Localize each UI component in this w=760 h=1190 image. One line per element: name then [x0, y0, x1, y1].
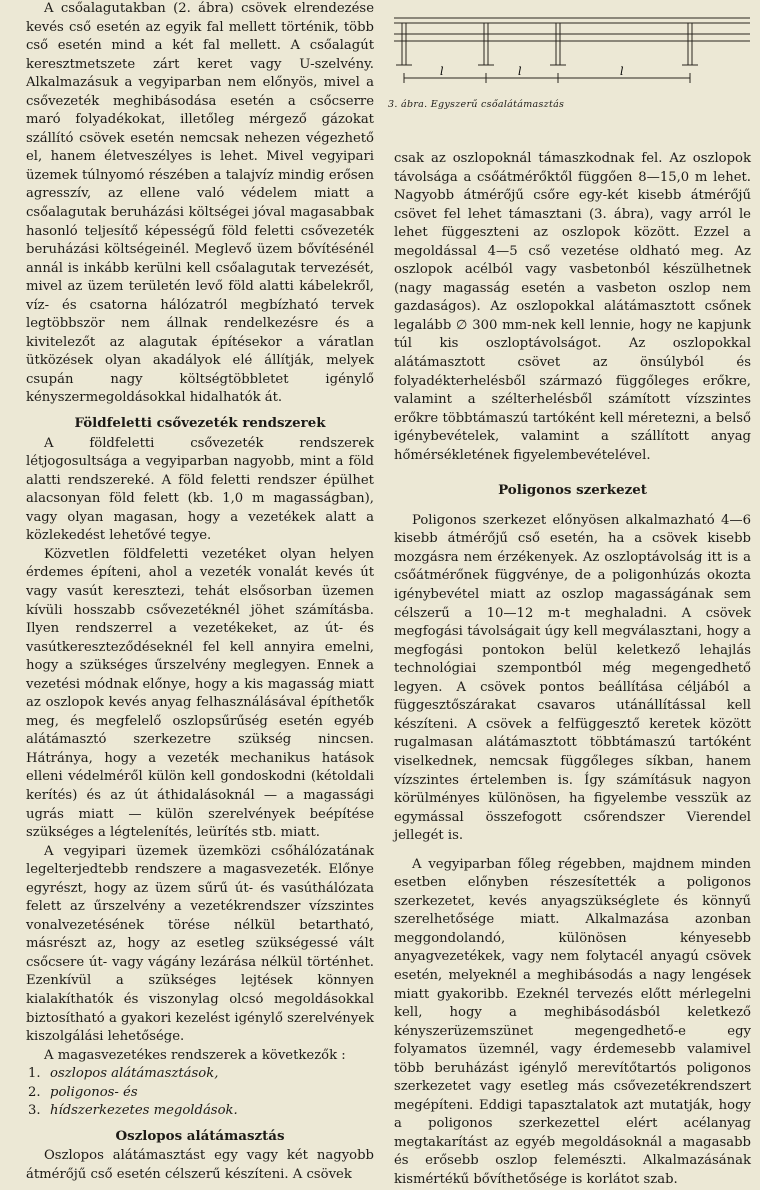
paragraph: A vegyiparban főleg régebben, majdnem minden esetben előnyben részesítették a poligonos szerkezetet, kevés anyagszükséglete és könnyű szerelhetősége miatt. Alkalmazása azonban meggondolandó, különösen kényesebb anyagvezetékek, vagy nem folytacél anyagú csövek esetén, melyeknél a meghibásodás a nagy lengések miatt gyakoribb. Ezeknél tervezés előtt mérlegelni kell, hogy a meghibásodásból keletkező kényszerüzemszünet megengedhető-e egy folyamatos üzemnél, vagy érdemesebb valamivel több beruházást igénylő merevítőtartós poligonos szerkezetet vagy esetleg más csővezetékrendszert megépíteni. Eddigi tapasztalatok azt mutatják, hogy a poligonos szerkezettel elért acélanyag megtakarítást az egyéb megoldásoknál a magasabb és erősebb oszlop felemészti. Alkalmazásának kismértékű bővíthetősége is korlátot szab. — [394, 856, 751, 1187]
paragraph: Közvetlen földfeletti vezetéket olyan helyen érdemes építeni, ahol a vezeték vonalát kevés út vagy vasút keresztezi, tehát elsősorban üzemen kívüli hosszabb csővezetéknél jöhet számításba. Ilyen rendszerrel a vezetékeket, az út- és vasútkereszteződéseknél fel kell annyira emelni, hogy a szükséges űrszelvény meglegyen. Ennek a vezetési módnak előnye, hogy a kis magasság miatt az oszlopok kevés anyag felhasználásával építhetők meg, és megfelelő oszlopsűrűség esetén egyéb alátámasztó szerkezetre szükség nincsen. Hátránya, hogy a vezeték mechanikus hatások elleni védelméről külön kell gondoskodni (kétoldali kerítés) és az út áthidalásoknál — a magassági ugrás miatt — külön szerelvények beépítése szükséges a légtelenítés, leürítés stb. miatt. — [26, 546, 374, 841]
paragraph: A vegyipari üzemek üzemközi csőhálózatának legelterjedtebb rendszere a magasvezeték. Előnye egyrészt, hogy az üzem sűrű út- és vasúthálózata felett az űrszelvény a vezetékrendszer vízszintes vonalvezetésének törése nélkül betartható, másrészt az, hogy az esetleg szükségessé vált csőcsere út- vagy vágány lezárása nélkül történhet. Ezenkívül a szükséges lejtések könnyen kialakíthatók és viszonylag olcsó megoldásokkal biztosítható a gyakori kezelést igénylő szerelvények kiszolgálási lehetősége. — [26, 843, 374, 1045]
section-heading-aboveground: Földfeletti csővezeték rendszerek — [74, 415, 326, 432]
dim-label: l — [518, 65, 522, 78]
systems-list — [26, 1065, 374, 1121]
figure-3 — [388, 4, 754, 134]
dim-label: l — [440, 65, 444, 78]
dim-label: l — [620, 65, 624, 78]
paragraph: A csőalagutakban (2. ábra) csövek elrendezése kevés cső esetén az egyik fal mellett történik, több cső esetén mind a két fal mellett. A csőalagút keresztmetszete zárt keret vagy U-szelvény. Alkalmazásuk a vegyiparban nem előnyös, mivel a csővezeték meghibásodása esetén a csőcserre maró folyadékokat, illetőleg mérgező gázokat szállító csövek esetén nemcsak nehezen végezhető el, hanem életveszélyes is lehet. Mivel vegyipari üzemek túlnyomó részében a talajvíz mindig erősen agresszív, az ellene való védelem miatt a csőalagutak beruházási költségei jóval magasabbak hasonló teljesítő képességű föld feletti csővezeték beruházási költségeinél. Meglevő üzem bővítésénél annál is inkább kerülni kell csőalagutak tervezését, mivel az üzem területén levő föld alatti kábelekről, víz- és csatorna hálózatról megbízható tervek legtöbbször nem állnak rendelkezésre és a kivitelezőt az alagutak építésekor a váratlan ütközések olyan akadályok elé állítják, melyek csupán nagy költségtöbbletet igénylő kényszermegoldásokkal hidalhatók át. — [26, 1, 374, 406]
paragraph: csak az oszlopoknál támaszkodnak fel. Az oszlopok távolsága a csőátmérőktől függően 8—15,0 m lehet. Nagyobb átmérőjű csőre egy-két kisebb átmérőjű csövet fel lehet támasztani (3. ábra), vagy arról le lehet függeszteni az oszlopok között. Ezzel a megoldással 4—5 cső vezetése oldható meg. Az oszlopok acélból vagy vasbetonból készülhetnek (nagy magasság esetén a vasbeton oszlop nem gazdaságos). Az oszlopokkal alátámasztott csőnek legalább ∅ 300 mm-nek kell lennie, hogy ne kapjunk túl kis oszloptávolságot. Az oszlopokkal alátámasztott csövet az önsúlyból és folyadékterhelésből származó függőleges erőkre, valamint a szélterhelésből számított vízszintes erőkre többtámaszú tartóként kell méretezni, a belső igénybevételek, valamint a szállított anyag hőmérsékletének figyelembevételével. — [394, 151, 751, 463]
list-item: 2. poligonos- és — [28, 1084, 138, 1100]
right-column — [394, 150, 751, 1190]
paragraph: A magasvezetékes rendszerek a következők : — [44, 1047, 346, 1063]
section-heading-column-support: Oszlopos alátámasztás — [115, 1127, 285, 1144]
figure-caption: 3. ábra. Egyszerű csőalátámasztás — [388, 99, 565, 110]
list-item: 1. oszlopos alátámasztások, — [28, 1066, 219, 1082]
paragraph: Oszlopos alátámasztást egy vagy két nagyobb átmérőjű cső esetén célszerű készíteni. A csövek — [26, 1148, 374, 1182]
section-heading-polygon: Poligonos szerkezet — [498, 482, 647, 499]
paragraph: A földfeletti csővezeték rendszerek létjogosultsága a vegyiparban nagyobb, mint a föld alatti rendszereké. A föld feletti rendszer épülhet alacsonyan föld felett (kb. 1,0 m magasságban), vagy olyan magasan, hogy a vezetékek alatt a közlekedést lehetővé tegye. — [26, 435, 374, 544]
paragraph: Poligonos szerkezet előnyösen alkalmazható 4—6 kisebb átmérőjű cső esetén, ha a csövek kisebb mozgásra nem érzékenyek. Az oszloptávolság itt is a csőátmérőnek függvénye, de a poligonhúzás okozta igénybevétel miatt az oszlop magasságának sem célszerű a 10—12 m-t meghaladni. A csövek megfogási távolságait úgy kell megválasztani, hogy a megfogási pontokon belül keletkező lehajlás technológiai szempontból még megengedhető legyen. A csövek pontos beállítása céljából a függesztőszárakat csavaros utánállítással kell készíteni. A csövek a felfüggesztő keretek között rugalmasan alátámasztott többtámaszú tartóként viselkednek, nemcsak függőleges síkban, hanem vízszintes értelemben is. Így számításuk nagyon körülményes különösen, ha figyelembe vesszük az egymással összefogott csőrendszer Vierendel jellegét is. — [394, 512, 751, 844]
list-item: 3. hídszerkezetes megoldások. — [28, 1103, 238, 1119]
left-column — [26, 0, 374, 1184]
pipe-support-drawing — [388, 4, 754, 96]
